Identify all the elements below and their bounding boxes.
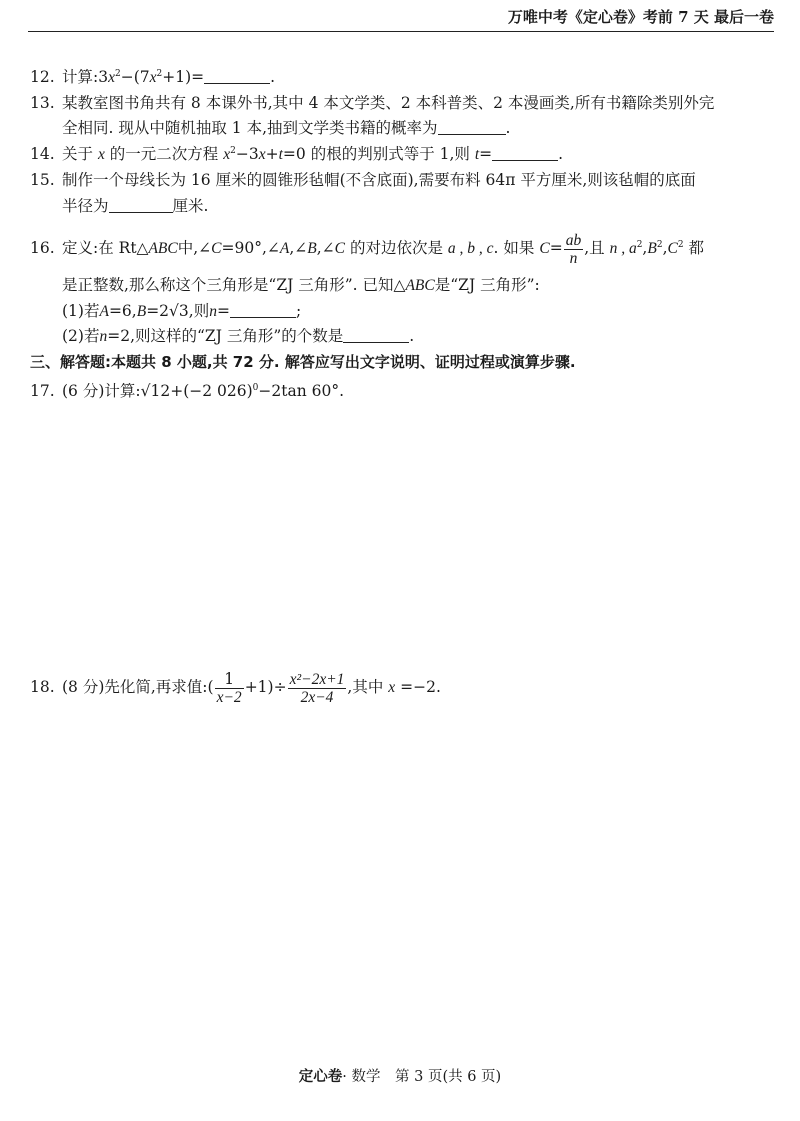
question-number: 14. (30, 145, 55, 163)
header-rule (28, 31, 774, 32)
question-number: 13. (30, 94, 55, 112)
question-13: 13. 某教室图书角共有 8 本课外书,其中 4 本文学类、2 本科普类、2 本漫画类,所有书籍除类别外完 (30, 94, 715, 112)
answer-blank[interactable] (109, 198, 173, 213)
question-number: 18. (30, 678, 55, 696)
footer-brand: 定心卷 (298, 1068, 343, 1085)
question-13-line2: 全相同. 现从中随机抽取 1 本,抽到文学类书籍的概率为 . (62, 119, 511, 137)
answer-blank[interactable] (230, 303, 296, 318)
answer-blank[interactable] (492, 146, 558, 161)
exam-header: 万唯中考《定心卷》考前 7 天 最后一卷 (507, 8, 774, 26)
question-number: 15. (30, 171, 55, 189)
question-12: 12. 计算$:3x^2-(7x^2+1)=$ . (30, 68, 276, 86)
question-number: 12. (30, 68, 55, 86)
fraction-1-over-x-minus-2: $\frac{1}{x-2}$ (216, 669, 242, 706)
question-number: 16. (30, 239, 55, 257)
answer-blank[interactable] (204, 69, 270, 84)
question-18: 18. (8 分)先化简,再求值:( $\frac{1}{x-2}$ +1)÷ $\frac{\text{x²−2x+1}}{2x-4}$ ,其中 x =−2. (30, 667, 441, 708)
page-footer (0, 1065, 800, 1086)
fraction-quadratic-over-linear: $\frac{\text{x²−2x+1}}{2x-4}$ (289, 670, 345, 706)
question-number: 17. (30, 382, 55, 400)
question-16: 16. 定义:在 Rt△ABC中,∠C=90°,∠A,∠B,∠C 的对边依次是 a , b , c. 如果 C= $\frac{ab}{n}$ ,且 n , $a^2,B^2,C^2$ 都 (30, 231, 705, 267)
section-3-title: 三、解答题:本题共 8 小题,共 72 分. 解答应写出文字说明、证明过程或演算步骤. (30, 353, 576, 371)
answer-blank[interactable] (343, 328, 409, 343)
question-15-line2: 半径为 厘米. (62, 197, 209, 215)
question-17: 17. (6 分)计算:√12+(−2 026)$^0$−2tan 60°. (30, 382, 345, 400)
question-16-part2: (2)若n=2,则这样的“ZJ 三角形”的个数是 . (62, 327, 415, 345)
answer-blank[interactable] (438, 120, 506, 135)
question-16-line2: 是正整数,那么称这个三角形是“ZJ 三角形”. 已知△ABC是“ZJ 三角形”: (62, 276, 540, 294)
question-15: 15. 制作一个母线长为 16 厘米的圆锥形毡帽(不含底面),需要布料 64π 平方厘米,则该毡帽的底面 (30, 171, 696, 189)
fraction-ab-over-n: $\frac{ab}{n}$ (565, 231, 582, 267)
footer-page-info: · 数学 第 3 页(共 6 页) (342, 1069, 502, 1085)
question-14: 14. 关于 x 的一元二次方程 $x^2-3x+t=0$ 的根的判别式等于 1,则 t= . (30, 145, 564, 163)
question-16-part1: (1)若A=6,B=2√3,则n= ; (62, 302, 302, 320)
